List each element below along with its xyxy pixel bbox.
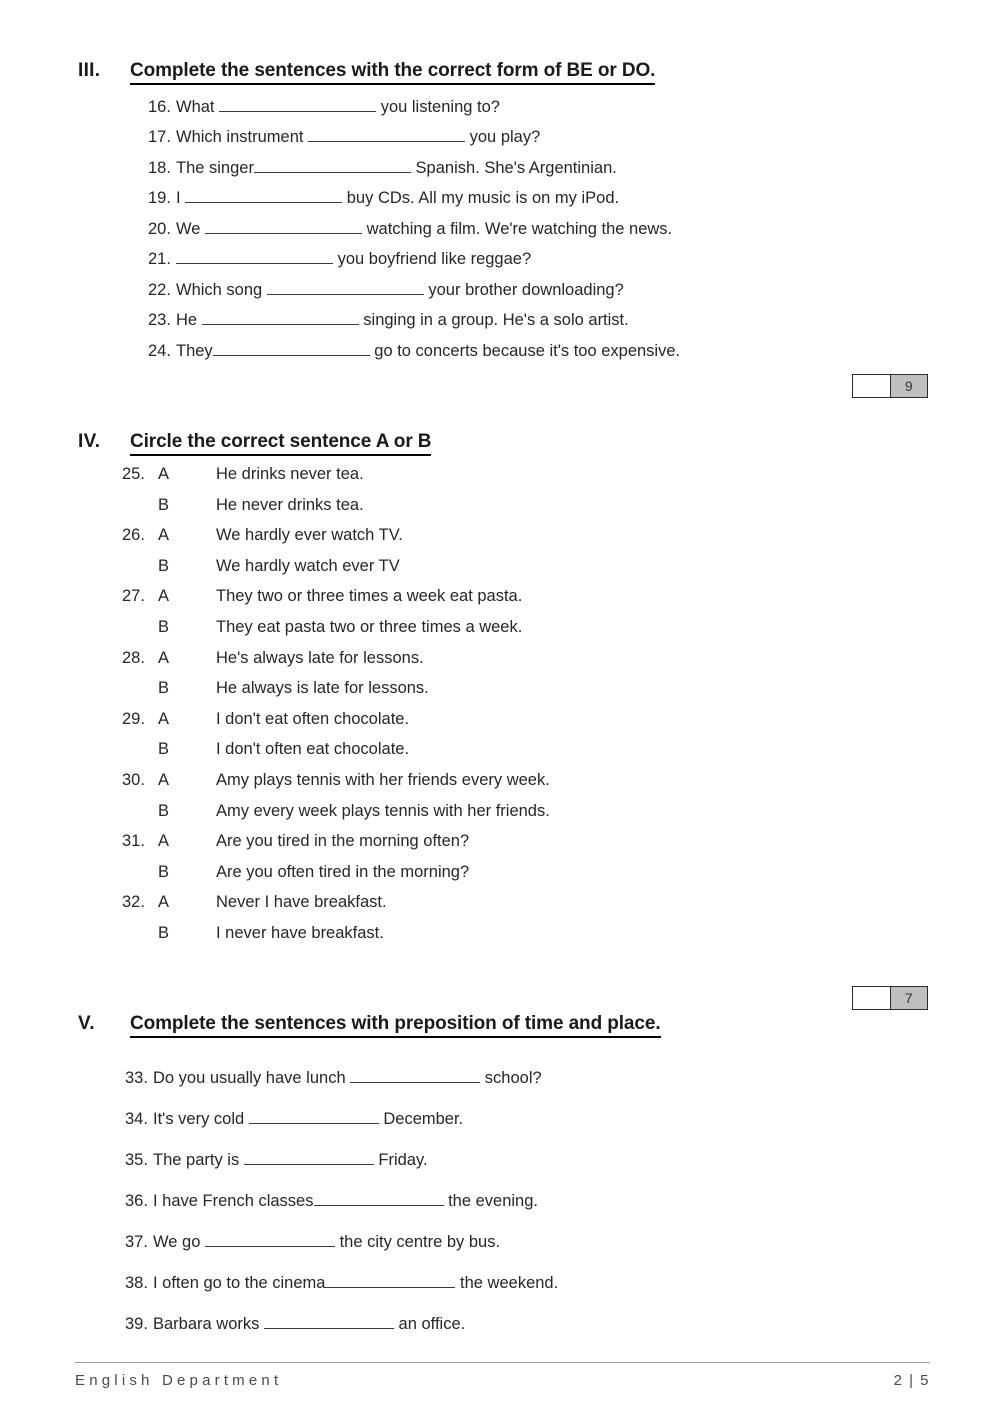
choice-sentence[interactable]: Amy every week plays tennis with her friends. (216, 801, 550, 820)
item-text-before: They (176, 341, 213, 360)
section-iii (0, 60, 1000, 370)
score-entry-cell[interactable] (853, 987, 891, 1009)
item-text-before: Which song (176, 280, 267, 299)
fill-item (125, 1148, 1000, 1189)
item-text-before: The party is (153, 1150, 244, 1169)
choice-item[interactable] (122, 465, 1000, 496)
choice-item[interactable] (122, 802, 1000, 833)
section-iv-numeral: IV. (78, 431, 101, 452)
item-number: 39. (125, 1314, 148, 1333)
answer-blank[interactable] (244, 1148, 374, 1165)
section-iv-items (0, 465, 1000, 955)
item-text-before: Which instrument (176, 128, 309, 147)
choice-item[interactable] (122, 618, 1000, 649)
choice-letter[interactable]: B (158, 679, 170, 698)
item-text-after: the weekend. (455, 1273, 559, 1292)
footer-content (75, 1372, 930, 1389)
choice-letter[interactable]: A (158, 465, 170, 483)
answer-blank[interactable] (219, 95, 376, 112)
choice-item[interactable] (122, 893, 1000, 924)
item-number: 37. (125, 1232, 148, 1251)
fill-item (148, 126, 1000, 157)
choice-sentence[interactable]: He drinks never tea. (216, 465, 364, 483)
answer-blank[interactable] (202, 309, 359, 326)
item-text-before: It's very cold (153, 1109, 249, 1128)
item-text-before: I (176, 189, 186, 208)
answer-blank[interactable] (249, 1107, 379, 1124)
fill-item (148, 309, 1000, 340)
score-total-value: 7 (891, 987, 928, 1009)
section-v-heading (0, 1013, 1000, 1038)
choice-sentence[interactable]: He always is late for lessons. (216, 679, 429, 698)
fill-item (148, 278, 1000, 309)
section-iv-heading (0, 431, 1000, 456)
fill-item (148, 187, 1000, 218)
choice-item[interactable] (122, 587, 1000, 618)
answer-blank[interactable] (213, 339, 370, 356)
choice-item[interactable] (122, 526, 1000, 557)
choice-sentence[interactable]: I never have breakfast. (216, 923, 384, 942)
choice-sentence[interactable]: We hardly watch ever TV (216, 556, 400, 575)
item-number: 26. (122, 526, 145, 545)
choice-letter[interactable]: A (158, 526, 170, 545)
item-text-before: The singer (176, 158, 254, 177)
choice-letter[interactable]: A (158, 709, 170, 728)
choice-sentence[interactable]: Amy plays tennis with her friends every week. (216, 770, 550, 789)
choice-sentence[interactable]: I don't often eat chocolate. (216, 740, 410, 759)
choice-sentence[interactable]: He's always late for lessons. (216, 648, 424, 667)
choice-sentence[interactable]: They eat pasta two or three times a week. (216, 617, 523, 636)
fill-item (148, 248, 1000, 279)
answer-blank[interactable] (267, 278, 424, 295)
item-number: 34. (125, 1109, 148, 1128)
item-text-before: Do you usually have lunch (153, 1068, 351, 1087)
choice-sentence[interactable]: Are you tired in the morning often? (216, 832, 470, 851)
item-text-before: I often go to the cinema (153, 1273, 326, 1292)
item-number: 22. (148, 280, 171, 299)
item-number: 27. (122, 587, 145, 606)
answer-blank[interactable] (176, 248, 333, 265)
answer-blank[interactable] (314, 1189, 444, 1206)
item-number: 17. (148, 128, 171, 147)
item-number: 20. (148, 219, 171, 238)
item-text-after: you listening to? (376, 97, 500, 116)
answer-blank[interactable] (350, 1066, 480, 1083)
fill-item (125, 1230, 1000, 1271)
choice-item[interactable] (122, 679, 1000, 710)
section-iii-heading (0, 60, 1000, 85)
choice-sentence[interactable]: Are you often tired in the morning? (216, 862, 470, 881)
fill-item (148, 217, 1000, 248)
fill-item (148, 156, 1000, 187)
choice-letter[interactable]: B (158, 801, 170, 820)
item-text-after: singing in a group. He's a solo artist. (358, 311, 629, 330)
score-box-section-iii[interactable] (852, 374, 928, 398)
item-text-before: Barbara works (153, 1314, 264, 1333)
item-number: 19. (148, 189, 171, 208)
item-number: 32. (122, 893, 145, 912)
item-text-before: We (176, 219, 206, 238)
choice-sentence[interactable]: They two or three times a week eat pasta. (216, 587, 523, 606)
item-number: 38. (125, 1273, 148, 1292)
choice-item[interactable] (122, 710, 1000, 741)
item-number: 24. (148, 341, 171, 360)
choice-letter[interactable]: B (158, 556, 170, 575)
item-text-after: go to concerts because it's too expensive. (369, 341, 681, 360)
score-box-section-iv[interactable] (852, 986, 928, 1010)
choice-sentence[interactable]: He never drinks tea. (216, 495, 364, 514)
score-total-value: 9 (891, 375, 928, 397)
item-number: 16. (148, 97, 171, 116)
fill-item (125, 1312, 1000, 1353)
fill-item (148, 339, 1000, 370)
section-iv (0, 431, 1000, 955)
item-number: 18. (148, 158, 171, 177)
item-text-after: December. (378, 1109, 464, 1128)
item-number: 21. (148, 250, 171, 269)
section-v (0, 1013, 1000, 1353)
item-number: 33. (125, 1068, 148, 1087)
item-text-after: you play? (465, 128, 541, 147)
fill-item (148, 95, 1000, 126)
choice-item[interactable] (122, 863, 1000, 894)
choice-item[interactable] (122, 740, 1000, 771)
item-text-before: What (176, 97, 220, 116)
item-text-after: Spanish. She's Argentinian. (410, 158, 617, 177)
choice-item[interactable] (122, 496, 1000, 527)
answer-blank[interactable] (325, 1271, 455, 1288)
item-text-before: He (176, 311, 202, 330)
choice-item[interactable] (122, 771, 1000, 802)
choice-item[interactable] (122, 924, 1000, 955)
section-v-items (0, 1066, 1000, 1353)
score-entry-cell[interactable] (853, 375, 891, 397)
fill-item (125, 1107, 1000, 1148)
fill-item (125, 1271, 1000, 1312)
item-number: 31. (122, 832, 145, 851)
answer-blank[interactable] (205, 1230, 335, 1247)
section-v-numeral: V. (78, 1013, 95, 1034)
choice-sentence[interactable]: I don't eat often chocolate. (216, 709, 410, 728)
choice-letter[interactable]: A (158, 893, 170, 912)
item-number: 25. (122, 465, 145, 483)
choice-item[interactable] (122, 832, 1000, 863)
item-number: 29. (122, 709, 145, 728)
item-text-before: We go (153, 1232, 205, 1251)
answer-blank[interactable] (264, 1312, 394, 1329)
choice-sentence[interactable]: We hardly ever watch TV. (216, 526, 403, 545)
item-text-after: buy CDs. All my music is on my iPod. (342, 189, 620, 208)
choice-letter[interactable]: B (158, 617, 170, 636)
item-text-after: the evening. (443, 1191, 538, 1210)
item-text-after: school? (480, 1068, 542, 1087)
choice-letter[interactable]: A (158, 587, 170, 606)
footer-page-number: 2 | 5 (893, 1372, 930, 1389)
choice-letter[interactable]: B (158, 923, 170, 942)
item-number: 30. (122, 770, 145, 789)
item-number: 36. (125, 1191, 148, 1210)
item-text-after: watching a film. We're watching the news. (362, 219, 673, 238)
item-text-after: Friday. (373, 1150, 428, 1169)
choice-letter[interactable]: B (158, 495, 170, 514)
item-number: 28. (122, 648, 145, 667)
choice-item[interactable] (122, 557, 1000, 588)
section-iii-items (0, 95, 1000, 370)
choice-letter[interactable]: B (158, 740, 170, 759)
choice-item[interactable] (122, 649, 1000, 680)
answer-blank[interactable] (308, 126, 465, 143)
section-iii-numeral: III. (78, 60, 101, 81)
section-v-title: Complete the sentences with preposition of time and place. (130, 1013, 661, 1038)
item-text-after: an office. (393, 1314, 466, 1333)
item-number: 35. (125, 1150, 148, 1169)
fill-item (125, 1066, 1000, 1107)
item-number: 23. (148, 311, 171, 330)
page-footer (75, 1362, 930, 1389)
answer-blank[interactable] (205, 217, 362, 234)
section-iv-title: Circle the correct sentence A or B (130, 431, 431, 456)
item-text-before: I have French classes (153, 1191, 314, 1210)
footer-department-label: English Department (75, 1372, 283, 1389)
answer-blank[interactable] (185, 187, 342, 204)
item-text-after: the city centre by bus. (334, 1232, 501, 1251)
footer-divider (75, 1362, 930, 1363)
item-text-after: you boyfriend like reggae? (333, 250, 532, 269)
choice-letter[interactable]: A (158, 648, 170, 667)
choice-letter[interactable]: A (158, 832, 170, 851)
answer-blank[interactable] (254, 156, 411, 173)
choice-sentence[interactable]: Never I have breakfast. (216, 893, 387, 912)
fill-item (125, 1189, 1000, 1230)
section-iii-title: Complete the sentences with the correct form of BE or DO. (130, 60, 655, 85)
choice-letter[interactable]: A (158, 770, 170, 789)
item-text-after: your brother downloading? (423, 280, 624, 299)
choice-letter[interactable]: B (158, 862, 170, 881)
